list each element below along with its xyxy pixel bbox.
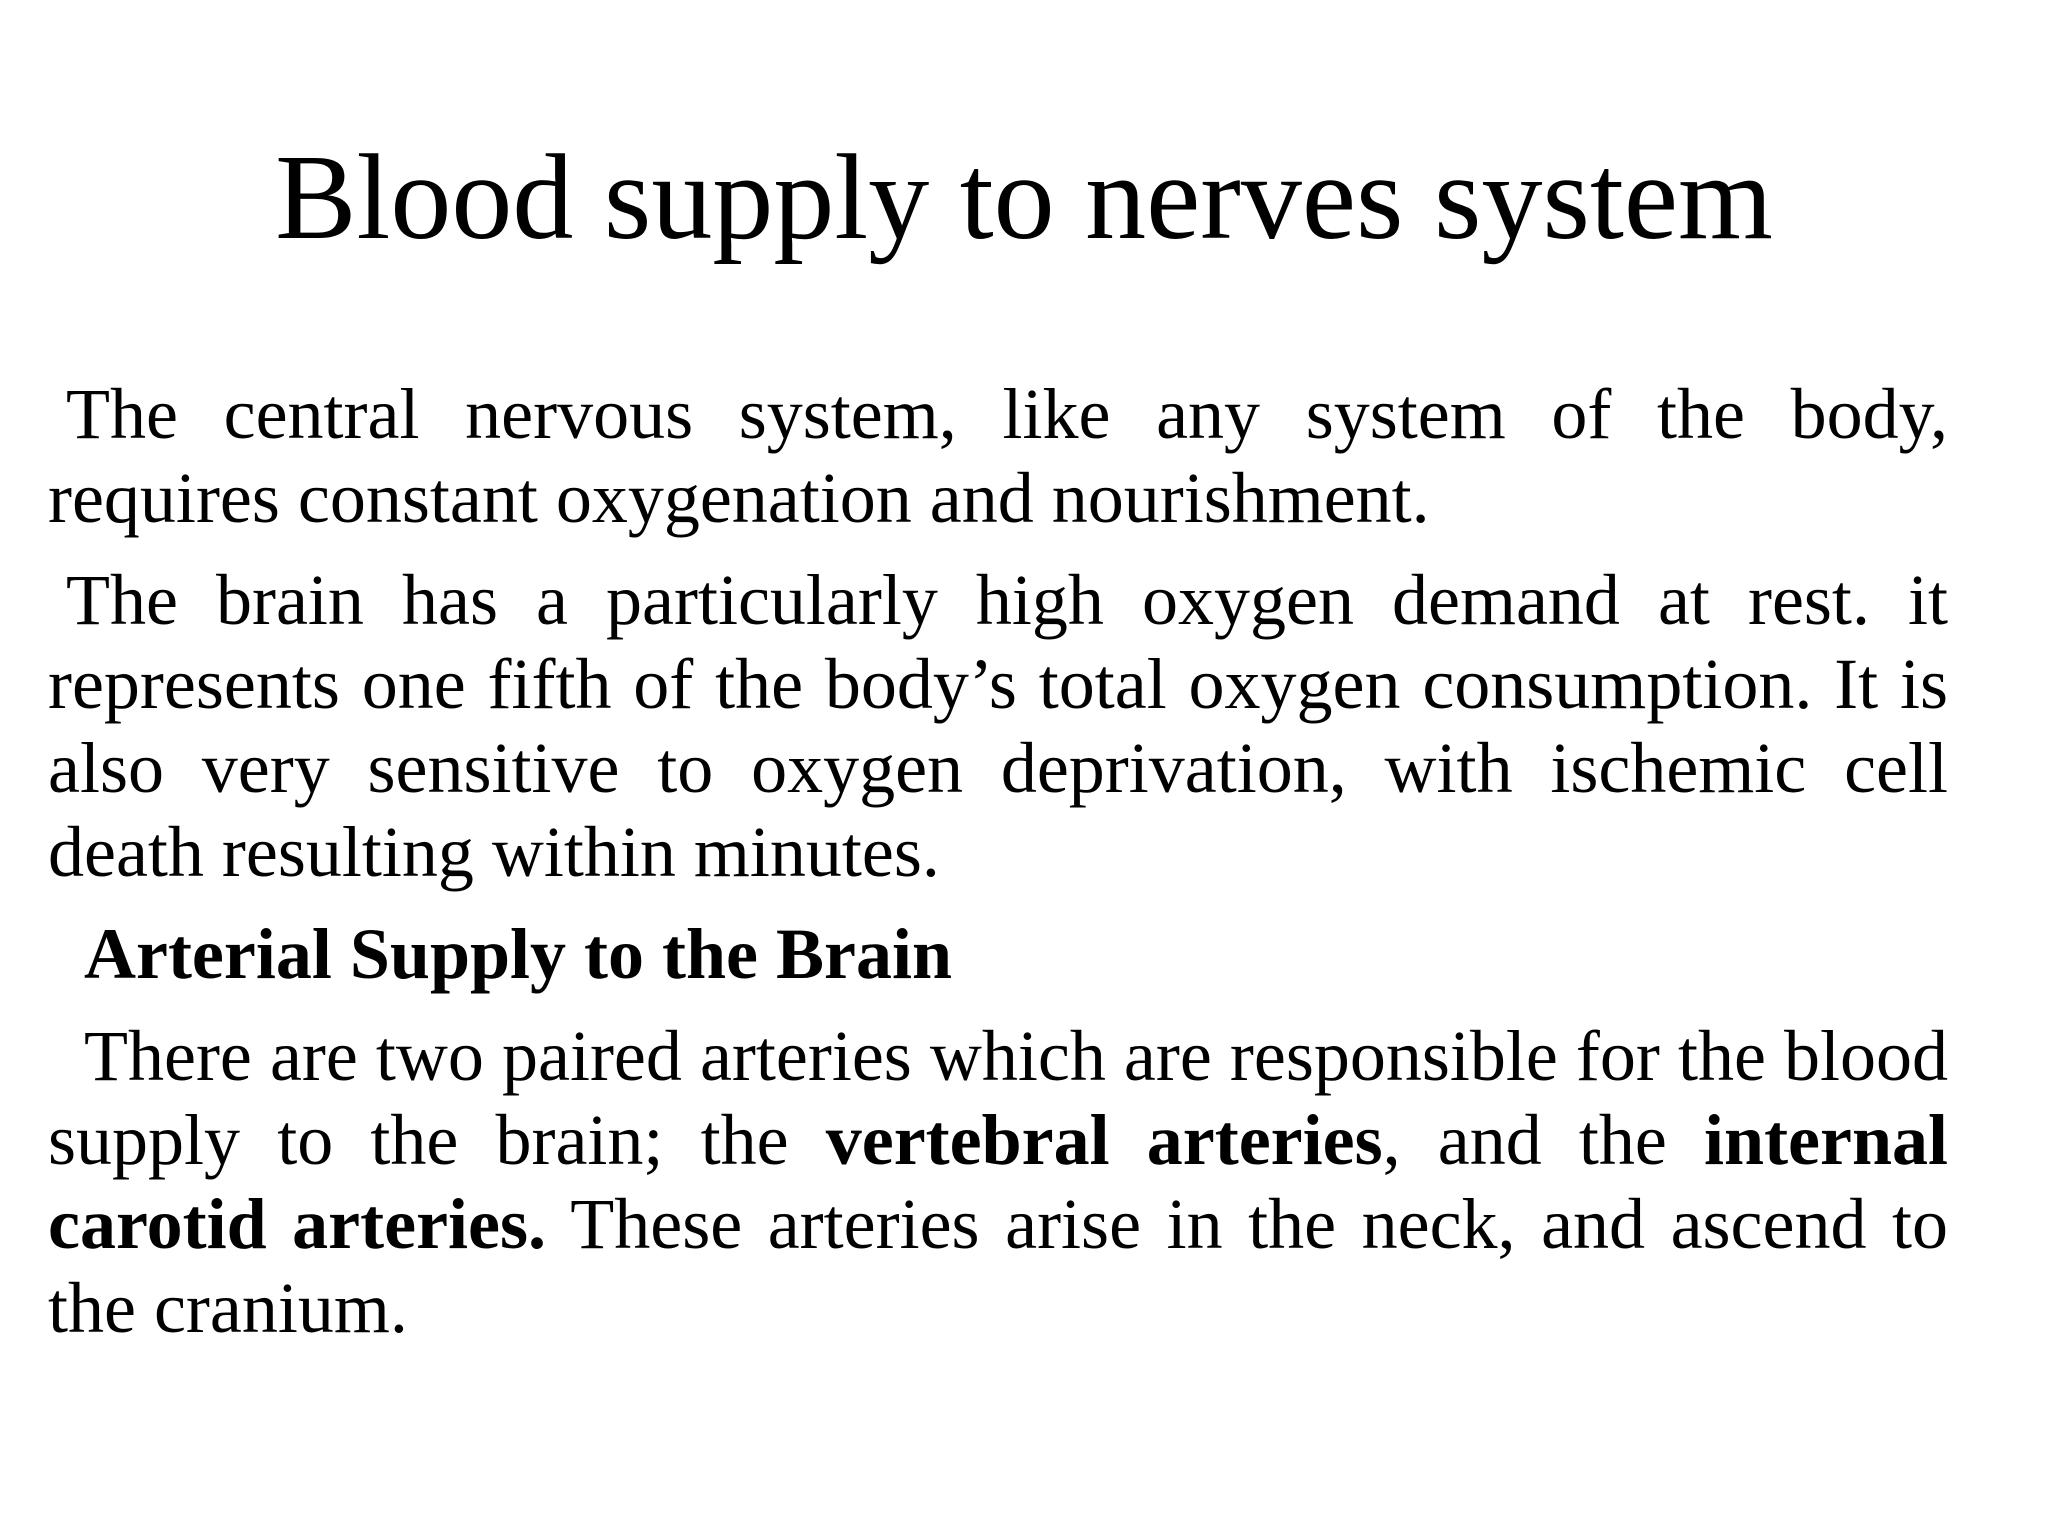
paragraph-brain-oxygen-demand: [48, 558, 1948, 894]
section-heading-arterial-supply: Arterial Supply to the Brain: [84, 914, 953, 994]
paragraph-cns-text: The central nervous system, like any system of the body, requires constant oxygenation and nourishment.: [48, 374, 1948, 538]
paragraph-brain-text: The brain has a particularly high oxygen demand at rest. it represents one fifth of the body’s total oxygen consumption. It is also very sensitive to oxygen deprivation, with ischemic cell death resulting within minutes.: [48, 560, 1948, 892]
arteries-text-part3: These arteries arise in the neck, and ascend to the cranium.: [48, 1184, 1949, 1348]
internal-carotid-arteries-term: internal carotid arteries.: [48, 1100, 1949, 1264]
vertebral-arteries-term: vertebral arteries: [825, 1100, 1383, 1180]
paragraph-cns-requirements: [48, 372, 1948, 540]
arteries-text-part1: There are two paired arteries which are responsible for the blood supply to the brain; the: [48, 1016, 1948, 1180]
arteries-text-part2: , and the: [1382, 1100, 1705, 1180]
paragraph-arteries: [48, 1014, 1948, 1350]
slide-title: Blood supply to nerves system: [275, 130, 1773, 265]
slide-body: [48, 372, 1948, 1368]
